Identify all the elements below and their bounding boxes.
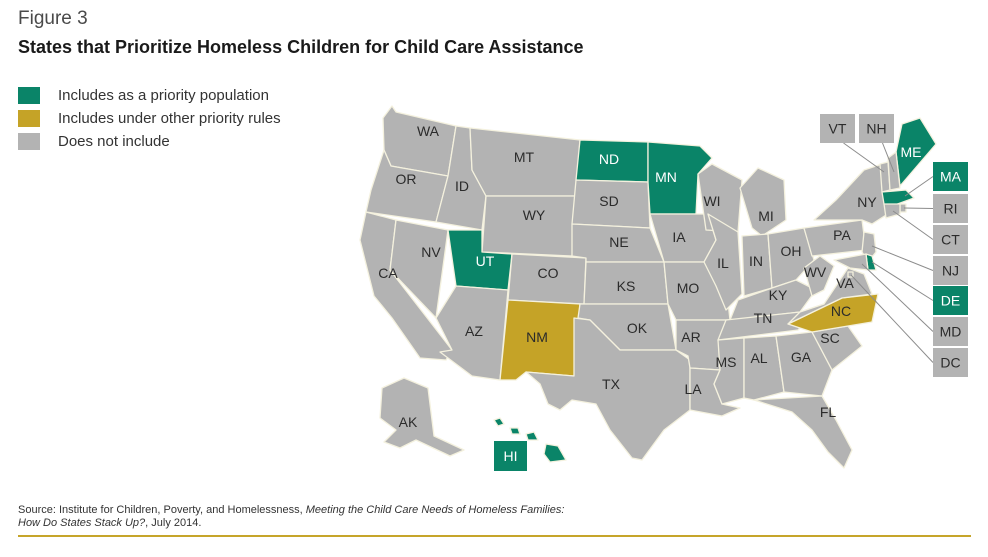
state-label-sd: SD [599,193,619,209]
state-label-ks: KS [616,278,636,294]
state-label-sc: SC [820,330,840,346]
state-ak [380,378,464,456]
legend-label-none: Does not include [58,133,170,150]
state-label-ne: NE [609,234,629,250]
state-label-az: AZ [465,323,483,339]
state-label-tx: TX [602,376,620,392]
state-label-fl: FL [819,404,837,420]
state-label-nd: ND [598,151,620,167]
source-title-2: How Do States Stack Up? [18,517,146,529]
state-label-wv: WV [803,264,827,280]
legend-label-other: Includes under other priority rules [58,110,281,127]
leader-line-ri [904,208,933,209]
source-suffix: , July 2014. [145,517,202,529]
state-label-mi: MI [758,208,774,224]
state-label-va: VA [836,275,854,291]
state-label-wa: WA [416,123,440,139]
state-label-ak: AK [398,414,418,430]
leader-line-nj [872,246,933,271]
state-label-tn: TN [753,310,773,326]
source-title-1: Meeting the Child Care Needs of Homeless Families: [305,504,565,516]
state-wa [383,106,456,176]
state-label-mt: MT [513,149,535,165]
state-label-nm: NM [526,329,548,345]
state-md [834,254,868,270]
state-box-label-de: DE [940,292,961,309]
state-box-label-ri: RI [943,200,958,217]
state-box-label-dc: DC [940,354,961,371]
state-label-la: LA [684,381,702,397]
state-wy [482,196,576,256]
leader-line-ct [893,211,933,240]
state-label-mn: MN [655,169,677,185]
state-label-co: CO [537,265,559,281]
state-mi [740,168,786,236]
state-label-nv: NV [421,244,441,260]
leader-line-vt [844,143,885,172]
state-box-label-nj: NJ [941,262,960,279]
state-box-label-md: MD [939,323,962,340]
state-label-ms: MS [715,354,737,370]
state-ct [884,204,900,218]
state-box-label-vt: VT [828,120,847,137]
state-fl [754,396,852,468]
state-label-il: IL [717,255,729,271]
state-box-label-nh: NH [866,120,887,137]
state-label-ok: OK [626,320,648,336]
state-label-al: AL [750,350,768,366]
state-box-label-hi: HI [503,448,518,464]
legend-label-priority: Includes as a priority population [58,87,269,104]
source-prefix: Source: Institute for Children, Poverty, and Homelessness, [18,504,306,516]
state-label-wi: WI [703,193,721,209]
leader-line-de [872,262,933,301]
state-label-ia: IA [672,229,686,245]
leader-line-ma [905,177,933,197]
state-label-ga: GA [790,349,812,365]
state-label-in: IN [749,253,763,269]
state-label-or: OR [395,171,417,187]
state-label-oh: OH [780,243,802,259]
state-label-id: ID [455,178,469,194]
state-label-ky: KY [768,287,788,303]
state-label-ut: UT [475,253,495,269]
state-label-ny: NY [857,194,877,210]
footer-rule [18,535,971,537]
state-label-wy: WY [522,207,546,223]
state-label-nc: NC [830,303,852,319]
state-label-ca: CA [378,265,398,281]
source-note [18,504,718,530]
state-box-label-ct: CT [941,231,960,248]
figure-label: Figure 3 [18,8,88,29]
state-box-label-ma: MA [940,168,961,185]
state-label-me: ME [900,144,922,160]
figure-title: States that Prioritize Homeless Children for Child Care Assistance [18,37,584,57]
state-label-mo: MO [676,280,700,296]
state-label-ar: AR [681,329,701,345]
state-label-pa: PA [833,227,851,243]
